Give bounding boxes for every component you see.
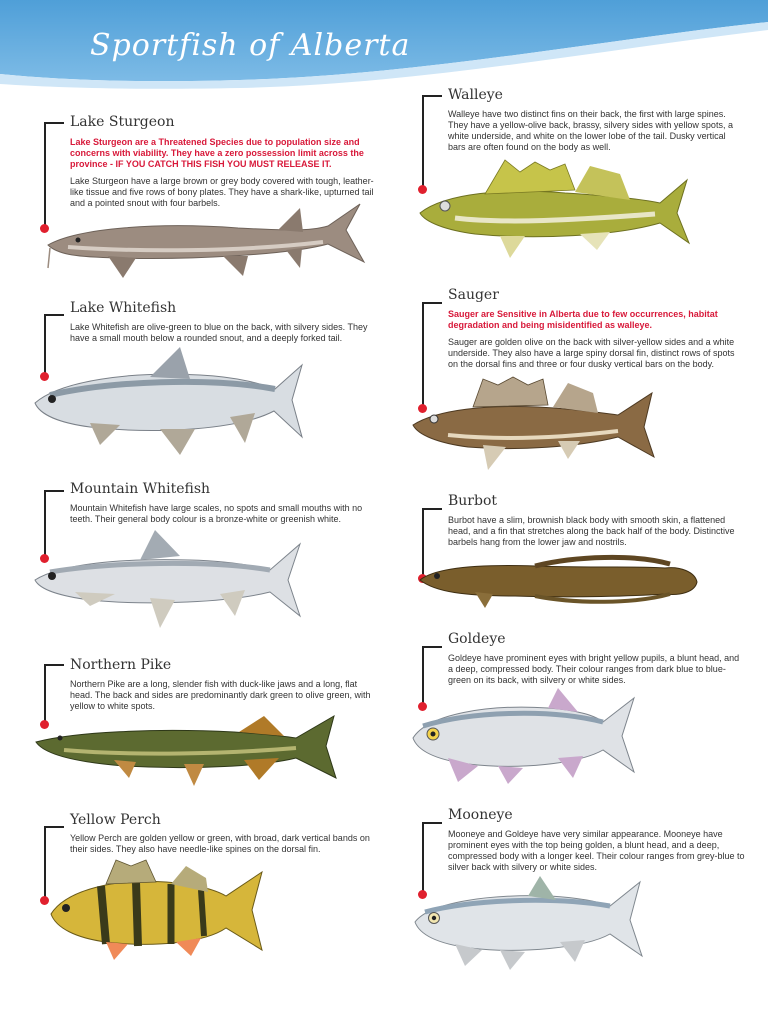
fish-description: Lake Whitefish are olive-green to blue on the back, with silvery sides. They have a small mouth below a rounded snout, and a deeply forked tail. — [70, 322, 368, 343]
fish-description: Mooneye and Goldeye have very similar appearance. Mooneye have prominent eyes with the top being golden, a blunt head, and a deep, compressed body with a longer keel. Their colour ranges from grey-blue to silver back with silvery or white sides. — [448, 829, 745, 872]
mountain-whitefish-illustration — [30, 528, 306, 632]
fish-name: Burbot — [448, 493, 498, 509]
fish-description: Yellow Perch are golden yellow or green, with broad, dark vertical bands on their sides. They also have needle-like spines on the dorsal fin. — [70, 833, 370, 854]
fish-description: Burbot have a slim, brownish black body with smooth skin, a flattened head, and a fin that stretches along the back half of the body. Distinctive barbels hang from the lower jaw and nostrils. — [448, 515, 735, 547]
fish-warning: Lake Sturgeon are a Threatened Species due to population size and concerns with viability. They have a zero possession limit across the province - IF YOU CATCH THIS FISH YOU MUST RELEASE IT. — [70, 137, 364, 169]
header-banner — [0, 0, 768, 110]
fish-description: Northern Pike are a long, slender fish with duck-like jaws and a long, flat head. The back and sides are predominantly dark green to olive green, with yellow to white spots. — [70, 679, 371, 711]
lake-whitefish-illustration — [30, 345, 310, 457]
fish-name: Northern Pike — [70, 657, 172, 673]
mooneye-illustration — [410, 872, 646, 972]
fish-description: Lake Sturgeon have a large brown or grey body covered with tough, leather-like tissue and five rows of bony plates. They have a shark-like, upturned tail and a pointed snout with four barbels. — [70, 176, 374, 208]
walleye-illustration — [415, 158, 693, 263]
yellow-perch-illustration — [46, 858, 268, 962]
page-title: Sportfish of Alberta — [90, 28, 411, 63]
northern-pike-illustration — [34, 712, 342, 790]
fish-description: Sauger are golden olive on the back with silver-yellow sides and a white underside. They also have a large spiny dorsal fin, distinct rows of spots on the dorsal fins and three or four dusky vertical bars on the body. — [448, 337, 735, 369]
sauger-illustration — [408, 375, 660, 475]
fish-description: Walleye have two distinct fins on their back, the first with large spines. They have a yellow-olive back, brassy, silvery sides with yellow spots, a white underside, and white on the lower lobe of the tail. Dusky vertical bars are often found on the body as well. — [448, 109, 733, 152]
fish-name: Goldeye — [448, 631, 506, 647]
fish-name: Lake Whitefish — [70, 300, 177, 316]
burbot-illustration — [415, 552, 705, 614]
fish-name: Walleye — [448, 87, 503, 103]
fish-description: Mountain Whitefish have large scales, no spots and small mouths with no teeth. Their general body colour is a bronze-white or greenish white. — [70, 503, 363, 524]
fish-warning: Sauger are Sensitive in Alberta due to few occurrences, habitat degradation and being misidentified as walleye. — [448, 309, 718, 330]
fish-name: Mountain Whitefish — [70, 481, 211, 497]
fish-name: Lake Sturgeon — [70, 114, 175, 130]
lake-sturgeon-illustration — [38, 200, 368, 282]
fish-name: Mooneye — [448, 807, 513, 823]
goldeye-illustration — [408, 686, 638, 786]
fish-name: Yellow Perch — [70, 812, 161, 828]
fish-description: Goldeye have prominent eyes with bright yellow pupils, a blunt head, and a deep, compressed body. Their colour ranges from dark blue to blue-green on its back, with silvery or white sides. — [448, 653, 740, 685]
fish-name: Sauger — [448, 287, 499, 303]
